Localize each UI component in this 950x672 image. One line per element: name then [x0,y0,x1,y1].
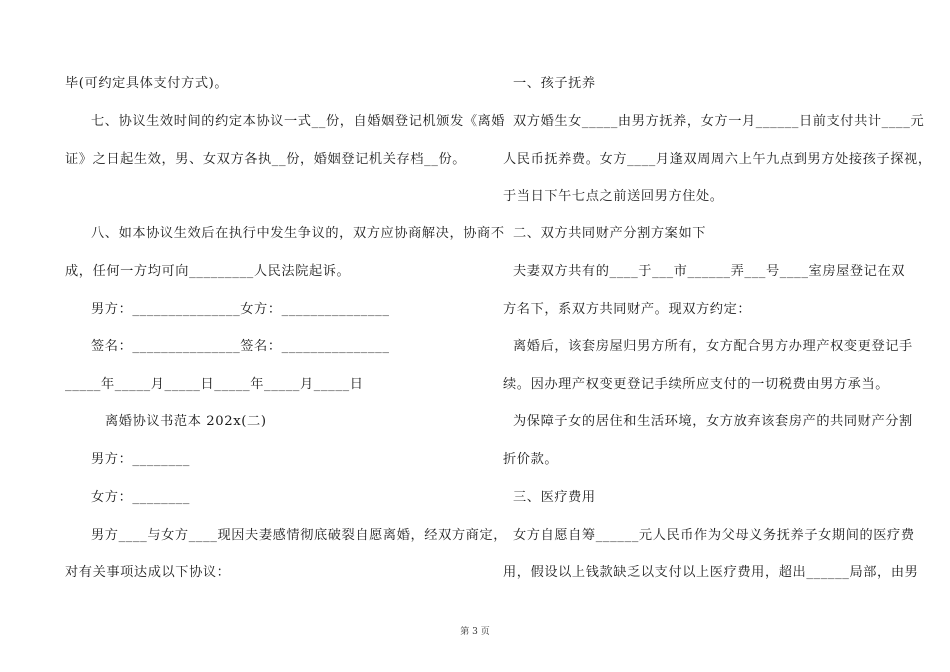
property-line-3: 离婚后，该套房屋归男方所有，女方配合男方办理产权变更登记手 [513,339,913,354]
property-line-6: 折价款。 [503,452,559,467]
section-heading-property: 二、双方共同财产分割方案如下 [513,226,707,241]
property-line-1: 夫妻双方共有的____于___市______弄___号____室房屋登记在双 [513,264,906,279]
custody-line-1: 双方婚生女_____由男方抚养，女方一月______日前支付共计____元 [513,114,925,129]
date-line: _____年_____月_____日_____年_____月_____日 [65,377,364,392]
section-heading-medical: 三、医疗费用 [513,490,596,505]
medical-line-1: 女方自愿自筹______元人民币作为父母义务抚养子女期间的医疗费 [513,528,915,543]
custody-line-3: 于当日下午七点之前送回男方住处。 [503,189,724,204]
paragraph-line: 毕(可约定具体支付方式)。 [65,76,229,91]
section-heading-child-custody: 一、孩子抚养 [513,76,596,91]
clause-7-line-1: 七、协议生效时间的约定本协议一式__份，自婚姻登记机颁发《离婚 [91,114,506,129]
agreement-intro-line-1: 男方____与女方____现因夫妻感情彻底破裂自愿离婚，经双方商定， [91,528,508,543]
property-line-2: 方名下，系双方共同财产。现双方约定： [503,302,752,317]
property-line-4: 续。因办理产权变更登记手续所应支付的一切税费由男方承当。 [503,377,890,392]
clause-8-line-1: 八、如本协议生效后在执行中发生争议的，双方应协商解决，协商不 [91,226,505,241]
property-line-5: 为保障子女的居住和生活环境，女方放弃该套房产的共同财产分割 [513,414,913,429]
party-names-line: 男方：_______________女方：_______________ [91,302,390,317]
signature-line: 签名：_______________签名：_______________ [91,339,390,354]
medical-line-2: 用，假设以上钱款缺乏以支付以上医疗费用，超出______局部，由男 [503,565,919,580]
male-party-line: 男方：________ [91,452,190,467]
custody-line-2: 人民币抚养费。女方____月逢双周周六上午九点到男方处接孩子探视， [503,152,932,167]
agreement-intro-line-2: 对有关事项达成以下协议： [65,565,231,580]
female-party-line: 女方：________ [91,490,190,505]
clause-8-line-2: 成，任何一方均可向_________人民法院起诉。 [65,264,351,279]
sample-title: 离婚协议书范本 202x(二) [105,414,267,429]
page-number: 第 3 页 [460,627,490,637]
clause-7-line-2: 证》之日起生效，男、女双方各执__份，婚姻登记机关存档__份。 [65,152,467,167]
